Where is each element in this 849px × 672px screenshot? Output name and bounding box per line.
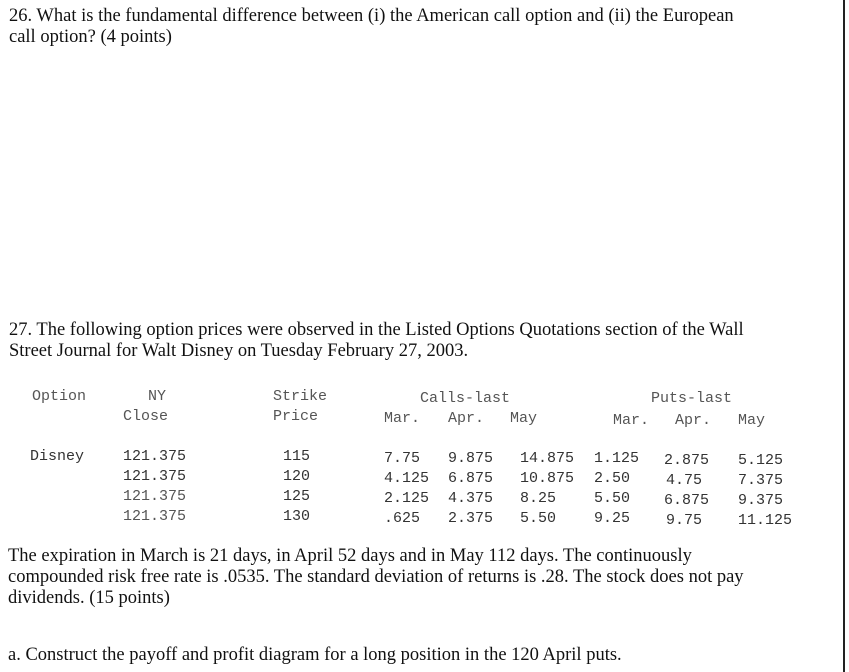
- row1-put-may: 5.125: [738, 452, 784, 469]
- question-27-line2: Street Journal for Walt Disney on Tuesday February 27, 2003.: [9, 341, 469, 361]
- question-26-line1: 26. What is the fundamental difference between (i) the American call option and (ii) the European: [9, 6, 734, 26]
- header-option: Option: [32, 388, 87, 405]
- row2-call-apr: 6.875: [448, 470, 494, 487]
- row4-call-mar: .625: [384, 510, 421, 527]
- header-ny-line2: Close: [123, 408, 169, 425]
- row1-put-mar: 1.125: [594, 450, 640, 467]
- row1-call-mar: 7.75: [384, 450, 421, 467]
- question-27: [9, 320, 839, 362]
- header-puts-last: Puts-last: [651, 390, 733, 407]
- expiration-info-line3: dividends. (15 points): [8, 588, 170, 608]
- row3-call-apr: 4.375: [448, 490, 494, 507]
- row3-strike: 125: [283, 488, 311, 505]
- row1-call-apr: 9.875: [448, 450, 494, 467]
- page-edge-rule: [843, 0, 845, 672]
- header-ny-line1: NY: [148, 388, 167, 405]
- expiration-info: [8, 546, 838, 609]
- row2-strike: 120: [283, 468, 311, 485]
- header-calls-apr: Apr.: [448, 410, 485, 427]
- option-name: Disney: [30, 448, 85, 465]
- row2-call-mar: 4.125: [384, 470, 430, 487]
- question-26: [9, 6, 839, 48]
- row4-put-mar: 9.25: [594, 510, 631, 527]
- row3-put-may: 9.375: [738, 492, 784, 509]
- row2-call-may: 10.875: [520, 470, 575, 487]
- row1-strike: 115: [283, 448, 311, 465]
- expiration-info-line1: The expiration in March is 21 days, in April 52 days and in May 112 days. The continuously: [8, 546, 692, 566]
- row1-put-apr: 2.875: [664, 452, 710, 469]
- expiration-info-line2: compounded risk free rate is .0535. The standard deviation of returns is .28. The stock does not pay: [8, 567, 744, 587]
- header-puts-mar: Mar.: [613, 412, 650, 429]
- question-27-line1: 27. The following option prices were observed in the Listed Options Quotations section of the Wall: [9, 320, 744, 340]
- row4-put-may: 11.125: [738, 512, 793, 529]
- part-a: a. Construct the payoff and profit diagram for a long position in the 120 April puts.: [8, 645, 622, 665]
- row1-call-may: 14.875: [520, 450, 575, 467]
- header-strike-line2: Price: [273, 408, 319, 425]
- header-puts-may: May: [738, 412, 766, 429]
- row2-close: 121.375: [123, 468, 187, 485]
- row4-close: 121.375: [123, 508, 187, 525]
- header-calls-may: May: [510, 410, 538, 427]
- row1-close: 121.375: [123, 448, 187, 465]
- row4-put-apr: 9.75: [666, 512, 703, 529]
- header-strike-line1: Strike: [273, 388, 328, 405]
- row2-put-apr: 4.75: [666, 472, 703, 489]
- row3-put-apr: 6.875: [664, 492, 710, 509]
- row4-call-may: 5.50: [520, 510, 557, 527]
- header-puts-apr: Apr.: [675, 412, 712, 429]
- row2-put-may: 7.375: [738, 472, 784, 489]
- header-calls-last: Calls-last: [420, 390, 511, 407]
- header-calls-mar: Mar.: [384, 410, 421, 427]
- row3-call-mar: 2.125: [384, 490, 430, 507]
- question-26-line2: call option? (4 points): [9, 27, 172, 47]
- row4-call-apr: 2.375: [448, 510, 494, 527]
- row2-put-mar: 2.50: [594, 470, 631, 487]
- row3-close: 121.375: [123, 488, 187, 505]
- row3-put-mar: 5.50: [594, 490, 631, 507]
- row4-strike: 130: [283, 508, 311, 525]
- row3-call-may: 8.25: [520, 490, 557, 507]
